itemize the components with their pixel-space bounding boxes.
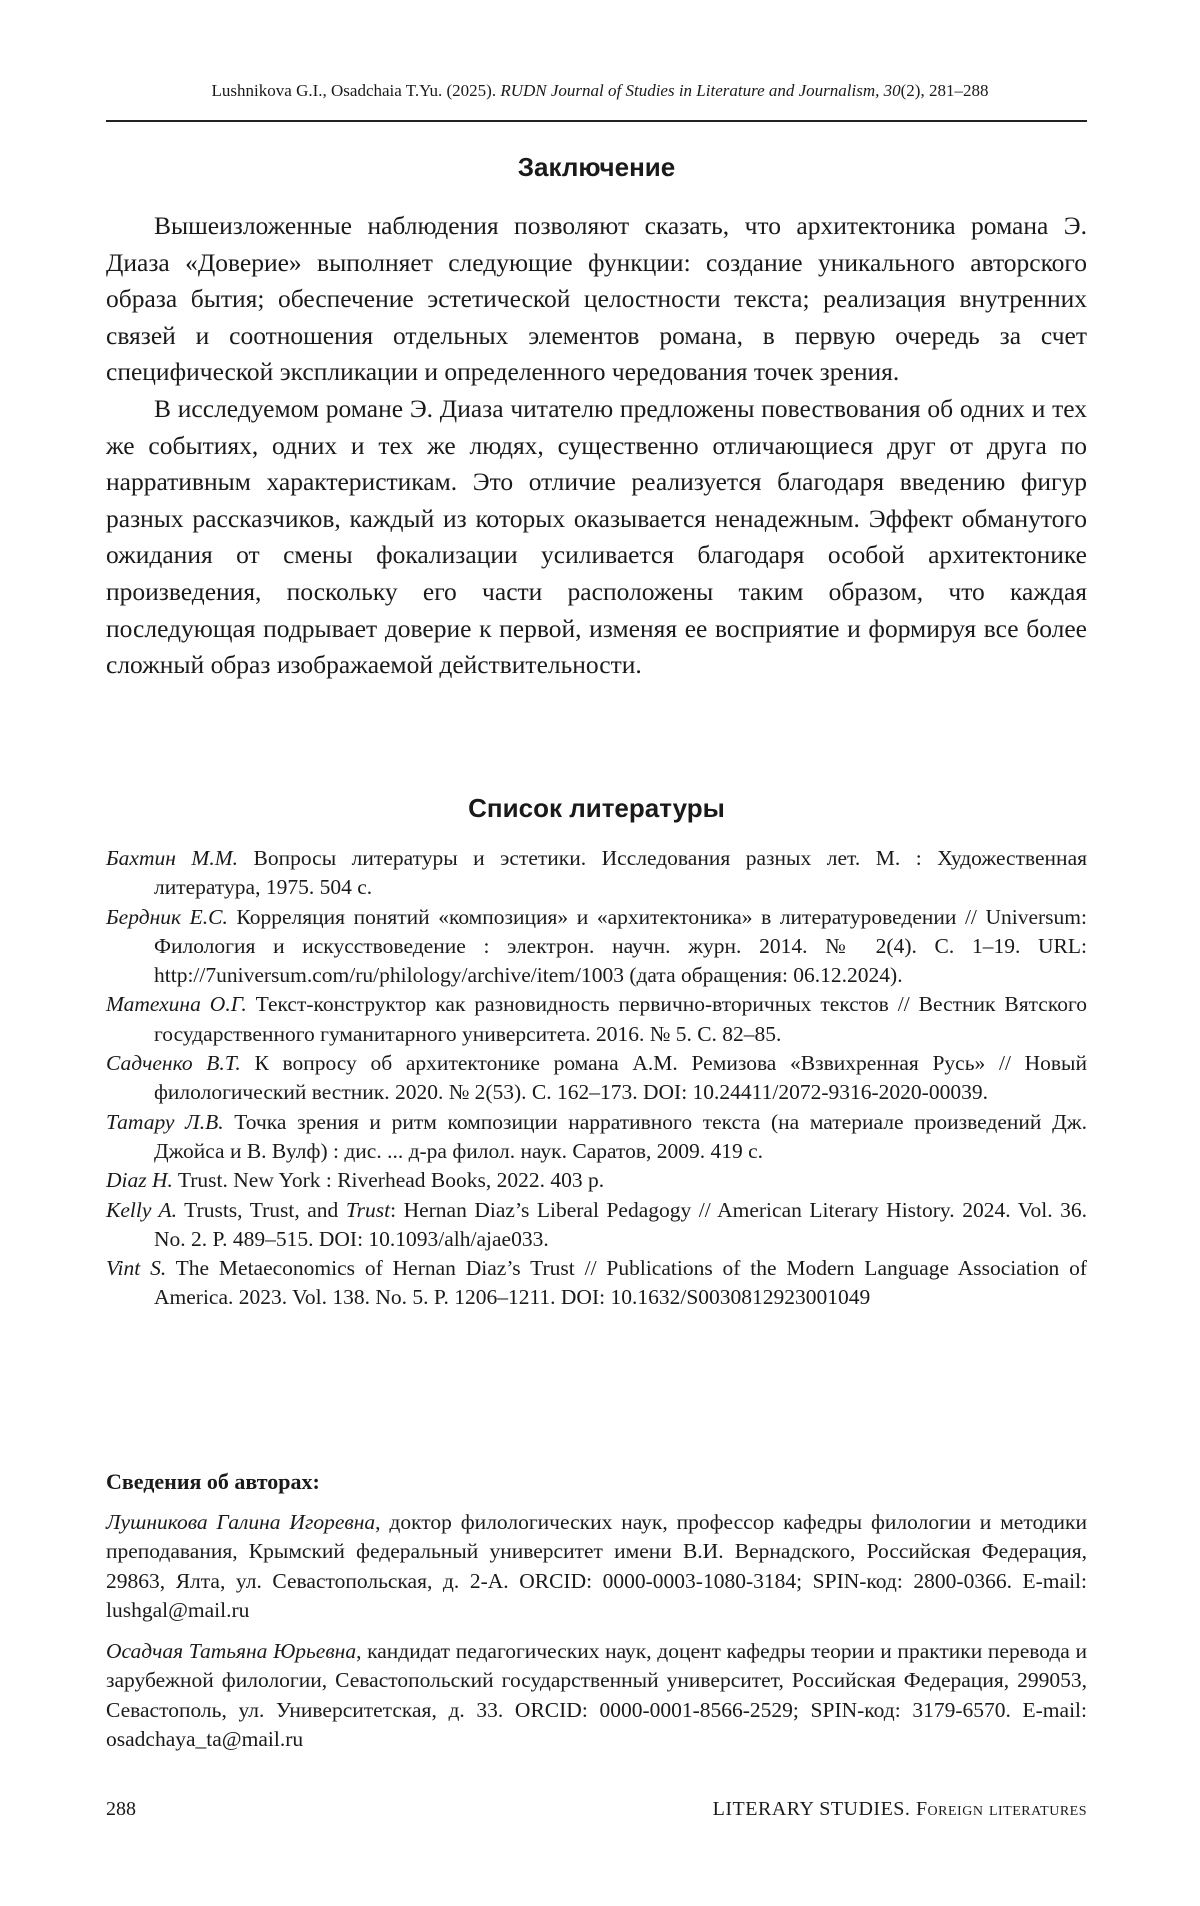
reference-text: Корреляция понятий «композиция» и «архитектоника» в литературоведении // Universum: Филология и искусствоведение : электрон. научн. журн. 2014. № 2(4). С. 1–19. URL: http://7universum.com/ru/philology/archive/item/1003 (дата обращения: 06.12.2024). [154,904,1087,988]
author-entry [106,1637,1087,1754]
running-head [108,80,1092,102]
reference-author: Бердник Е.С. [106,904,228,929]
author-details: , доктор филологических наук, профессор кафедры филологии и методики преподавания, Крымский федеральный университет имени В.И. Вернадского, Российская Федерация, 29863, Ялта, ул. Севастопольская, д. 2-А. ORCID: 0000-0003-1080-3184; SPIN-код: 2800-0366. E-mail: lushgal@mail.ru [106,1510,1087,1622]
reference-text: К вопросу об архитектонике романа А.М. Ремизова «Взвихренная Русь» // Новый филологический вестник. 2020. № 2(53). С. 162–173. DOI: 10.24411/2072-9316-2020-00039. [154,1051,1088,1105]
reference-item [106,1196,1087,1255]
reference-text: Trusts, Trust, and [177,1197,346,1222]
reference-text: Trust. New York : Riverhead Books, 2022. 403 p. [172,1168,605,1193]
reference-author: Матехина О.Г. [106,992,247,1017]
author-name: Осадчая Татьяна Юрьевна [106,1639,357,1664]
reference-author: Diaz H. [106,1168,173,1193]
author-details: , кандидат педагогических наук, доцент кафедры теории и практики перевода и зарубежной филологии, Севастопольский государственный университет, Российская Федерация, 299053, Севастополь, ул. Университетская, д. 33. ORCID: 0000-0001-8566-2529; SPIN-код: 3179-6570. E-mail: osadchaya_ta@mail.ru [106,1639,1088,1752]
authors-info-title: Сведения об авторах: [106,1469,320,1494]
reference-item [106,903,1087,991]
section-name-main: LITERARY STUDIES. [712,1798,916,1820]
authors-info [106,1508,1087,1766]
reference-italic-title: Trust [345,1197,391,1222]
conclusion-paragraph: Вышеизложенные наблюдения позволяют сказать, что архитектоника романа Э. Диаза «Доверие» выполняет следующие функции: создание уникального авторского образа бытия; обеспечение эстетической целостности текста; реализация внутренних связей и соотношения отдельных элементов романа, в первую очередь за счет специфической экспликации и определенного чередования точек зрения. [106,211,1087,387]
reference-author: Садченко В.Т. [106,1051,241,1076]
running-head-volume: 30 [883,81,901,100]
author-entry [106,1508,1087,1625]
running-head-authors: Lushnikova G.I., Osadchaia T.Yu. (2025). [211,81,501,100]
reference-item [106,1254,1087,1313]
section-name-smallcaps: Foreign literatures [915,1798,1087,1820]
reference-text: : Hernan Diaz’s Liberal Pedagogy // American Literary History. 2024. Vol. 36. No. 2. P. 489–515. DOI: 10.1093/alh/ajae033. [154,1197,1087,1251]
reference-author: Татару Л.В. [106,1109,224,1134]
reference-item [106,1108,1087,1167]
reference-item [106,1049,1087,1108]
reference-author: Vint S. [106,1256,167,1281]
conclusion-title: Заключение [517,152,676,182]
section-name [713,1796,1087,1822]
references-title: Список литературы [468,793,725,823]
reference-list [106,844,1087,1313]
reference-text: The Metaeconomics of Hernan Diaz’s Trust // Publications of the Modern Language Association of America. 2023. Vol. 138. No. 5. P. 1206–1211. DOI: 10.1632/S0030812923001049 [154,1256,1087,1310]
reference-item [106,1166,1087,1195]
reference-text: Точка зрения и ритм композиции нарративного текста (на материале произведений Дж. Джойса и В. Вулф) : дис. ... д-ра филол. наук. Саратов, 2009. 419 с. [154,1109,1087,1163]
reference-author: Kelly A. [106,1197,178,1222]
reference-text: Текст-конструктор как разновидность первично-вторичных текстов // Вестник Вятского государственного гуманитарного университета. 2016. № 5. С. 82–85. [154,992,1087,1046]
author-name: Лушникова Галина Игоревна [106,1510,376,1534]
running-head-issue-pages: (2), 281–288 [900,81,989,100]
reference-author: Бахтин М.М. [106,846,239,870]
reference-item [106,990,1087,1049]
reference-text: Вопросы литературы и эстетики. Исследования разных лет. М. : Художественная литература, 1975. 504 с. [154,846,1087,900]
reference-item [106,844,1087,903]
header-rule [106,120,1087,122]
conclusion-paragraph: В исследуемом романе Э. Диаза читателю предложены повествования об одних и тех же событиях, одних и тех же людях, существенно отличающиеся друг от друга по нарративным характеристикам. Это отличие реализуется благодаря введению фигур разных рассказчиков, каждый из которых оказывается ненадежным. Эффект обманутого ожидания от смены фокализации усиливается благодаря особой архитектонике произведения, поскольку его части расположены таким образом, что каждая последующая подрывает доверие к первой, изменяя ее восприятие и формируя все более сложный образ изображаемой действительности. [106,393,1087,680]
running-head-journal: RUDN Journal of Studies in Literature and Journalism, [500,81,884,100]
conclusion-body [106,208,1087,684]
page-number: 288 [106,1798,136,1820]
